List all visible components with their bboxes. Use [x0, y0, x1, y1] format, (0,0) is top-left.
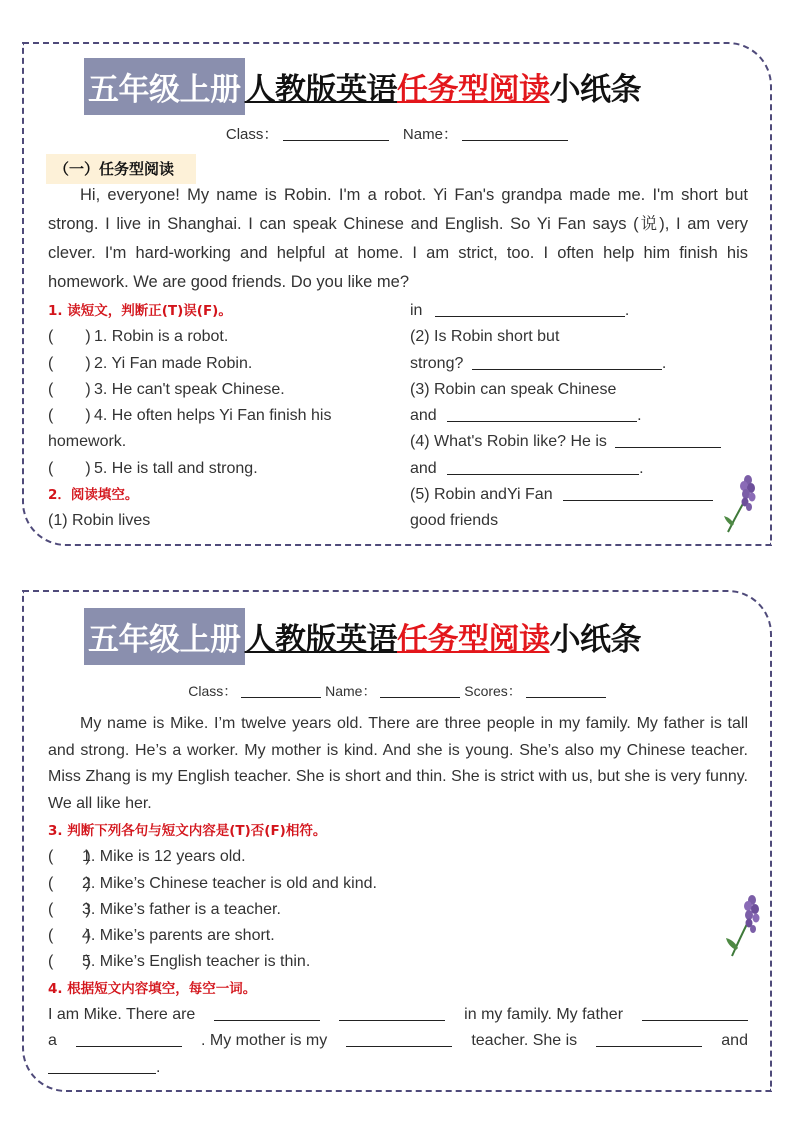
tf-item-1[interactable] — [48, 844, 748, 870]
fill-text: and — [410, 407, 437, 425]
fill-item-3: (3) Robin can speak Chinese — [410, 380, 617, 398]
class-blank[interactable] — [241, 684, 321, 698]
tf-item-5[interactable] — [48, 456, 398, 482]
class-label: Class： — [188, 683, 238, 699]
answer-blank[interactable] — [642, 1007, 748, 1021]
fill-text: I am Mike. There are — [48, 1006, 196, 1023]
tf-item-3[interactable] — [48, 377, 398, 403]
answer-paren[interactable]: ( ) — [48, 380, 91, 398]
answer-paren[interactable]: ( ) — [48, 459, 91, 477]
tf-item-1[interactable] — [48, 324, 398, 350]
title-task: 任务型阅读 — [397, 621, 550, 658]
tf-item-2[interactable] — [48, 871, 748, 897]
title-pep: 人教版英语 — [244, 71, 397, 108]
item-text: 1. Mike is 12 years old. — [82, 848, 246, 866]
answer-blank[interactable] — [472, 356, 662, 370]
tf-item-5[interactable] — [48, 949, 748, 975]
fill-item-2: (2) Is Robin short but — [410, 328, 560, 346]
title-note: 小纸条 — [549, 621, 641, 658]
answer-paren[interactable]: ( ) — [48, 900, 91, 918]
scores-blank[interactable] — [526, 684, 606, 698]
answer-blank[interactable] — [447, 461, 639, 475]
item-text: 3. Mike’s father is a teacher. — [82, 900, 281, 918]
fill-item-1: (1) Robin lives — [48, 512, 151, 530]
answer-paren[interactable]: ( ) — [48, 354, 91, 372]
fill-text: and — [410, 459, 437, 477]
tf-item-4-cont: homework. — [48, 433, 127, 451]
period: . — [637, 407, 642, 425]
title-task: 任务型阅读 — [397, 71, 550, 108]
class-label: Class： — [225, 126, 279, 143]
card1-title — [84, 58, 641, 114]
answer-blank[interactable] — [346, 1033, 452, 1047]
lavender-icon — [724, 892, 766, 960]
period: . — [156, 1058, 161, 1076]
item-text: 1. Robin is a robot. — [94, 328, 229, 346]
tf-item-4[interactable] — [48, 923, 748, 949]
answer-paren[interactable]: ( ) — [48, 874, 91, 892]
fill-text: strong? — [410, 354, 464, 372]
question-3-block — [48, 818, 748, 1002]
question-2-heading: 2．阅读填空。 — [48, 487, 139, 504]
fill-text: . My mother is my — [201, 1032, 328, 1050]
student-info-line — [24, 681, 770, 701]
passage-text: Hi, everyone! My name is Robin. I'm a robot. Yi Fan's grandpa made me. I'm short but strong. I live in Shanghai. I can speak Chinese and English. So Yi Fan says (说), I am very clever. I'm hard-working and helpful at home. I am strict, too. I often help him finish his homework. We are good friends. Do you like me? — [48, 186, 748, 291]
tf-item-3[interactable] — [48, 897, 748, 923]
title-grade: 五年级上册 — [84, 58, 245, 115]
tf-item-4[interactable] — [48, 403, 398, 429]
answer-blank[interactable] — [596, 1033, 702, 1047]
fill-item-4: (4) What's Robin like? He is — [410, 433, 607, 451]
period: . — [639, 459, 644, 477]
item-text: 3. He can't speak Chinese. — [94, 380, 285, 398]
item-text: 4. Mike’s parents are short. — [82, 927, 275, 945]
answer-blank[interactable] — [214, 1007, 320, 1021]
answer-blank[interactable] — [48, 1060, 156, 1074]
item-text: 5. He is tall and strong. — [94, 459, 258, 477]
fill-text: in — [410, 302, 423, 319]
fill-text-good-friends: good friends — [410, 512, 499, 530]
answer-paren[interactable]: ( ) — [48, 953, 91, 971]
item-text: 2. Yi Fan made Robin. — [94, 354, 253, 372]
fill-text: in my family. My father — [464, 1006, 624, 1023]
fill-item-5: (5) Robin andYi Fan — [410, 486, 553, 504]
answer-blank[interactable] — [563, 487, 713, 501]
title-grade: 五年级上册 — [84, 608, 245, 665]
name-label: Name： — [325, 683, 377, 699]
passage-text: My name is Mike. I’m twelve years old. There are three people in my family. My father is tall and strong. He’s a worker. My mother is kind. And she is young. She’s also my Chinese teacher. Miss Zhang is my English teacher. She is short and thin. She is strict with us, but she is very funny. We all like her. — [48, 715, 748, 812]
title-note: 小纸条 — [549, 71, 641, 108]
section-heading: （一）任务型阅读 — [46, 154, 196, 184]
item-text: 4. He often helps Yi Fan finish his — [94, 407, 332, 425]
answer-paren[interactable]: ( ) — [48, 328, 91, 346]
answer-blank[interactable] — [615, 434, 721, 448]
answer-paren[interactable]: ( ) — [48, 407, 91, 425]
scores-label: Scores： — [464, 683, 522, 699]
fill-in-paragraph — [48, 1002, 748, 1081]
class-blank[interactable] — [283, 127, 389, 141]
fill-text: teacher. She is — [471, 1032, 578, 1050]
answer-paren[interactable]: ( ) — [48, 927, 91, 945]
fill-text: and — [721, 1032, 748, 1050]
item-text: 2. Mike’s Chinese teacher is old and kind. — [82, 874, 377, 892]
period: . — [624, 302, 630, 319]
answer-blank[interactable] — [76, 1033, 182, 1047]
student-info-line — [24, 123, 770, 144]
reading-passage — [48, 181, 748, 297]
question-4-heading: 4. 根据短文内容填空，每空一词。 — [48, 980, 257, 997]
lavender-icon — [722, 472, 762, 536]
question-1-column — [48, 298, 398, 535]
worksheet-card-1 — [22, 42, 772, 546]
question-1-heading: 1. 读短文，判断正(T)误(F)。 — [48, 303, 232, 319]
answer-blank[interactable] — [447, 408, 637, 422]
worksheet-card-2 — [22, 590, 772, 1092]
tf-item-2[interactable] — [48, 351, 398, 377]
question-2-column — [410, 298, 750, 535]
answer-blank[interactable] — [435, 303, 625, 317]
title-pep: 人教版英语 — [244, 621, 397, 658]
card2-title — [84, 608, 641, 664]
fill-text: a — [48, 1032, 57, 1050]
answer-blank[interactable] — [339, 1007, 445, 1021]
name-blank[interactable] — [380, 684, 460, 698]
reading-passage — [48, 711, 748, 817]
period: . — [661, 354, 667, 372]
item-text: 5. Mike’s English teacher is thin. — [82, 953, 311, 971]
name-blank[interactable] — [462, 127, 568, 141]
answer-paren[interactable]: ( ) — [48, 848, 91, 866]
name-label: Name： — [402, 126, 458, 143]
question-3-heading: 3. 判断下列各句与短文内容是(T)否(F)相符。 — [48, 823, 327, 839]
